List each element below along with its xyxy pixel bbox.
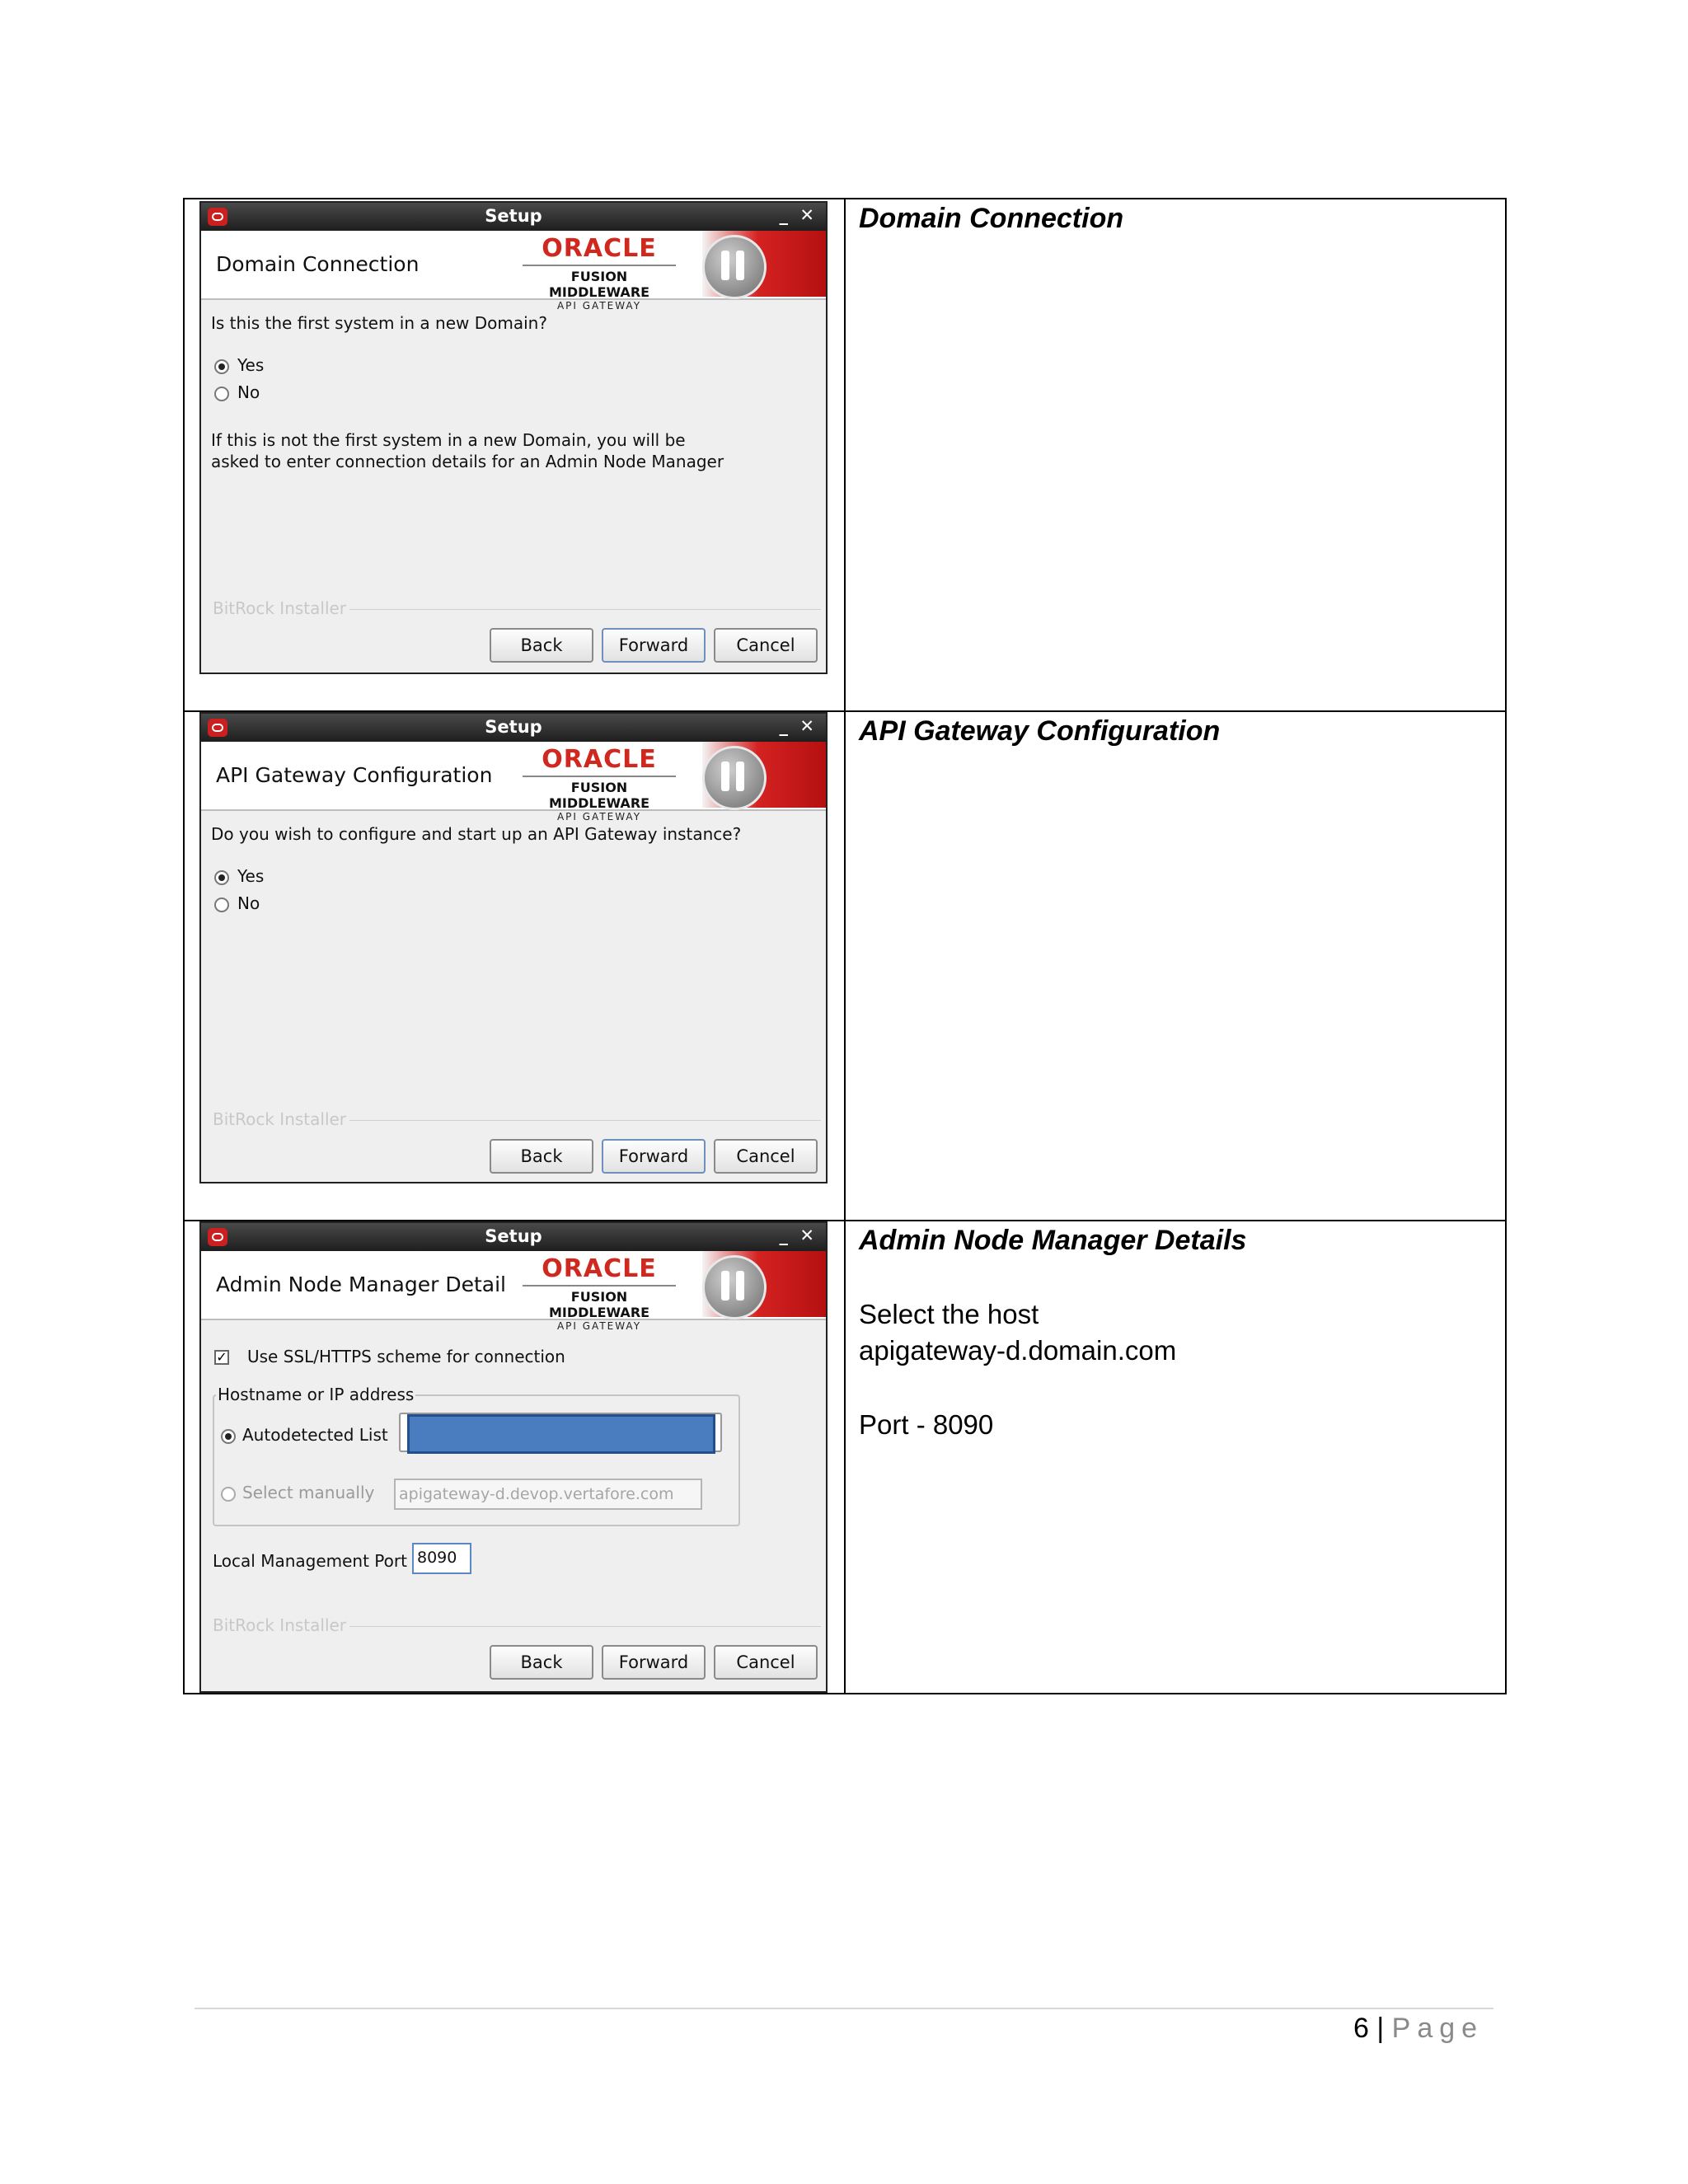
installer-window-api-gateway-configuration [199, 712, 828, 1183]
forward-button[interactable]: Forward [602, 1645, 706, 1680]
selected-host-highlight[interactable] [407, 1414, 715, 1454]
note-select-host: Select the host [859, 1299, 1039, 1329]
footer-rule [195, 2008, 1493, 2009]
title-bar[interactable] [201, 203, 826, 231]
bitrock-installer-label: BitRock Installer [213, 1615, 347, 1635]
question-text: Do you wish to configure and start up an API Gateway instance? [211, 824, 742, 844]
installer-window-domain-connection [199, 201, 828, 674]
minimize-icon[interactable]: _ [779, 1226, 788, 1245]
radio-yes-label: Yes [237, 355, 265, 375]
installer-header [201, 231, 826, 312]
autodetected-host-dropdown[interactable] [399, 1413, 722, 1452]
oracle-logo: ORACLE FUSION MIDDLEWARE API GATEWAY [521, 1254, 678, 1332]
page-title: Domain Connection [216, 252, 420, 276]
hostname-group-label: Hostname or IP address [218, 1385, 415, 1404]
page-title: Admin Node Manager Detail [216, 1272, 506, 1296]
radio-select-manually-label: Select manually [242, 1483, 375, 1502]
radio-no-label: No [237, 382, 260, 402]
radio-yes[interactable] [214, 359, 229, 374]
back-button[interactable]: Back [490, 1139, 593, 1174]
window-title: Setup [485, 717, 542, 737]
cancel-button[interactable]: Cancel [714, 1645, 818, 1680]
bitrock-installer-label: BitRock Installer [213, 1109, 347, 1129]
footer-separator [349, 609, 821, 610]
footer-separator [349, 1120, 821, 1121]
radio-no[interactable] [214, 387, 229, 401]
row1-caption: Domain Connection [859, 203, 1124, 234]
info-text-line2: asked to enter connection details for an Admin Node Manager [211, 452, 724, 471]
radio-select-manually[interactable] [221, 1487, 236, 1502]
window-title: Setup [485, 206, 542, 226]
oracle-logo: ORACLE FUSION MIDDLEWARE API GATEWAY [521, 234, 678, 312]
radio-yes-label: Yes [237, 866, 265, 886]
window-title: Setup [485, 1226, 542, 1246]
title-bar[interactable] [201, 714, 826, 742]
installer-header [201, 1251, 826, 1332]
oracle-logo: ORACLE FUSION MIDDLEWARE API GATEWAY [521, 745, 678, 823]
footer-separator [349, 1626, 821, 1627]
api-gateway-badge-icon [702, 1251, 826, 1317]
info-text-line1: If this is not the first system in a new Domain, you will be [211, 430, 686, 450]
bitrock-installer-label: BitRock Installer [213, 598, 347, 618]
radio-autodetected[interactable] [221, 1429, 236, 1444]
installer-header [201, 742, 826, 823]
cancel-button[interactable]: Cancel [714, 1139, 818, 1174]
back-button[interactable]: Back [490, 1645, 593, 1680]
question-text: Is this the first system in a new Domain? [211, 313, 547, 333]
radio-autodetected-label: Autodetected List [242, 1425, 388, 1445]
row3-caption: Admin Node Manager Details [859, 1225, 1247, 1256]
api-gateway-badge-icon [702, 742, 826, 808]
installer-window-admin-node-manager [199, 1221, 828, 1693]
table-column-divider [844, 198, 846, 1694]
radio-no[interactable] [214, 898, 229, 912]
note-port: Port - 8090 [859, 1409, 994, 1440]
radio-yes[interactable] [214, 870, 229, 885]
local-port-input[interactable]: 8090 [412, 1543, 471, 1574]
api-gateway-badge-icon [702, 231, 826, 297]
page-title: API Gateway Configuration [216, 763, 493, 787]
row2-caption: API Gateway Configuration [859, 715, 1221, 747]
title-bar[interactable] [201, 1223, 826, 1251]
radio-no-label: No [237, 893, 260, 913]
ssl-checkbox-label: Use SSL/HTTPS scheme for connection [247, 1347, 565, 1366]
forward-button[interactable]: Forward [602, 1139, 706, 1174]
cancel-button[interactable]: Cancel [714, 628, 818, 663]
forward-button[interactable]: Forward [602, 628, 706, 663]
local-port-label: Local Management Port [213, 1551, 407, 1571]
manual-hostname-field[interactable]: apigateway-d.devop.vertafore.com [394, 1479, 702, 1510]
minimize-icon[interactable]: _ [779, 716, 788, 736]
page-number: 6 | Page [1353, 2013, 1484, 2044]
ssl-checkbox[interactable]: ✓ [214, 1350, 229, 1365]
note-hostname: apigateway-d.domain.com [859, 1335, 1177, 1366]
back-button[interactable]: Back [490, 628, 593, 663]
minimize-icon[interactable]: _ [779, 205, 788, 225]
close-icon[interactable]: ✕ [799, 205, 814, 225]
close-icon[interactable]: ✕ [799, 1226, 814, 1245]
close-icon[interactable]: ✕ [799, 716, 814, 736]
